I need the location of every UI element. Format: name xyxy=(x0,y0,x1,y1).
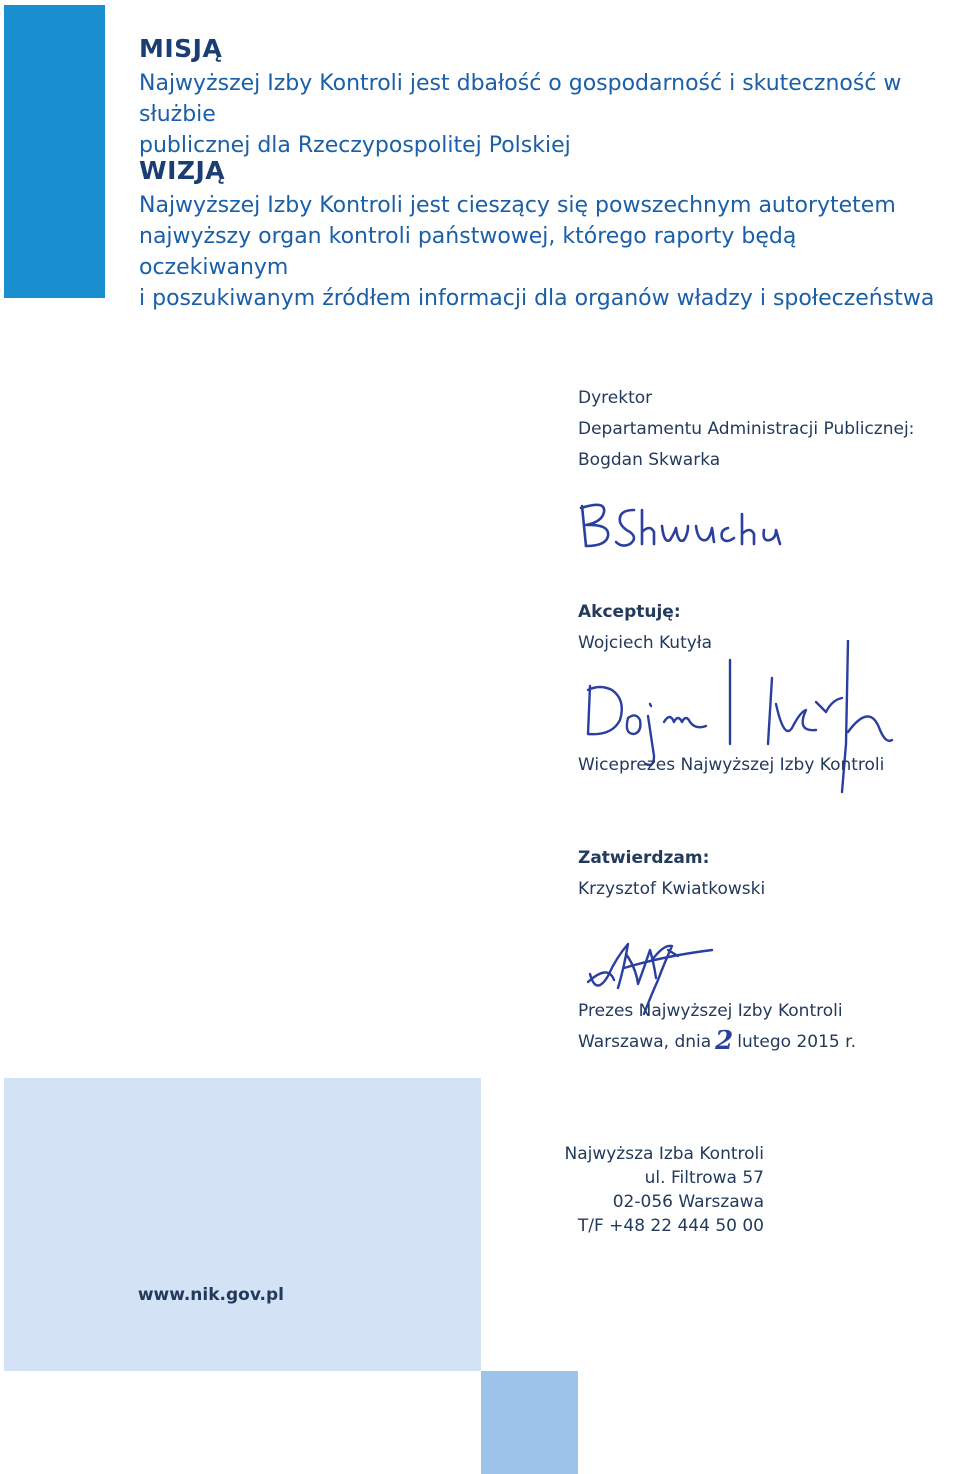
mission-line: Najwyższej Izby Kontroli jest dbałość o gospodarność i skuteczność w służbie xyxy=(139,71,902,127)
org-name: Najwyższa Izba Kontroli xyxy=(564,1144,764,1164)
city: 02-056 Warszawa xyxy=(612,1192,764,1212)
date-day-handwritten: 2 xyxy=(715,1026,734,1056)
address-panel xyxy=(4,1078,481,1371)
website-link[interactable]: www.nik.gov.pl xyxy=(137,1285,284,1305)
mission-line: publicznej dla Rzeczypospolitej Polskiej xyxy=(139,133,571,158)
vision-statement xyxy=(139,156,939,314)
date-suffix: lutego 2015 r. xyxy=(737,1032,856,1052)
director-block xyxy=(578,383,914,476)
director-title: Dyrektor xyxy=(578,388,653,408)
vision-heading: WIZJĄ xyxy=(139,156,226,185)
approval-label: Zatwierdzam: xyxy=(578,848,710,868)
vision-line: i poszukiwanym źródłem informacji dla organów władzy i społeczeństwa xyxy=(139,286,935,311)
approval-role-and-date xyxy=(578,996,856,1058)
vision-line: najwyższy organ kontroli państwowej, którego raporty będą oczekiwanym xyxy=(139,224,797,280)
blue-accent-bar xyxy=(4,5,105,298)
approval-role: Prezes Najwyższej Izby Kontroli xyxy=(578,1001,843,1021)
date-prefix: Warszawa, dnia xyxy=(578,1032,712,1052)
mission-text xyxy=(139,68,939,161)
vision-line: Najwyższej Izby Kontroli jest cieszący się powszechnym autorytetem xyxy=(139,193,896,218)
mission-statement xyxy=(139,34,939,161)
director-name: Bogdan Skwarka xyxy=(578,450,721,470)
bottom-accent-square xyxy=(481,1371,578,1474)
vision-text xyxy=(139,190,939,314)
mission-heading: MISJĄ xyxy=(139,34,223,63)
address-block xyxy=(564,1142,764,1238)
acceptance-label: Akceptuję: xyxy=(578,602,681,622)
phone: T/F +48 22 444 50 00 xyxy=(577,1216,764,1236)
signing-date xyxy=(578,1027,856,1058)
acceptance-role: Wiceprezes Najwyższej Izby Kontroli xyxy=(578,755,885,775)
street: ul. Filtrowa 57 xyxy=(644,1168,764,1188)
approval-name: Krzysztof Kwiatkowski xyxy=(578,879,766,899)
approval-block xyxy=(578,843,765,905)
acceptance-name: Wojciech Kutyła xyxy=(578,633,713,653)
director-signature xyxy=(576,496,791,556)
director-department: Departamentu Administracji Publicznej: xyxy=(578,419,915,439)
